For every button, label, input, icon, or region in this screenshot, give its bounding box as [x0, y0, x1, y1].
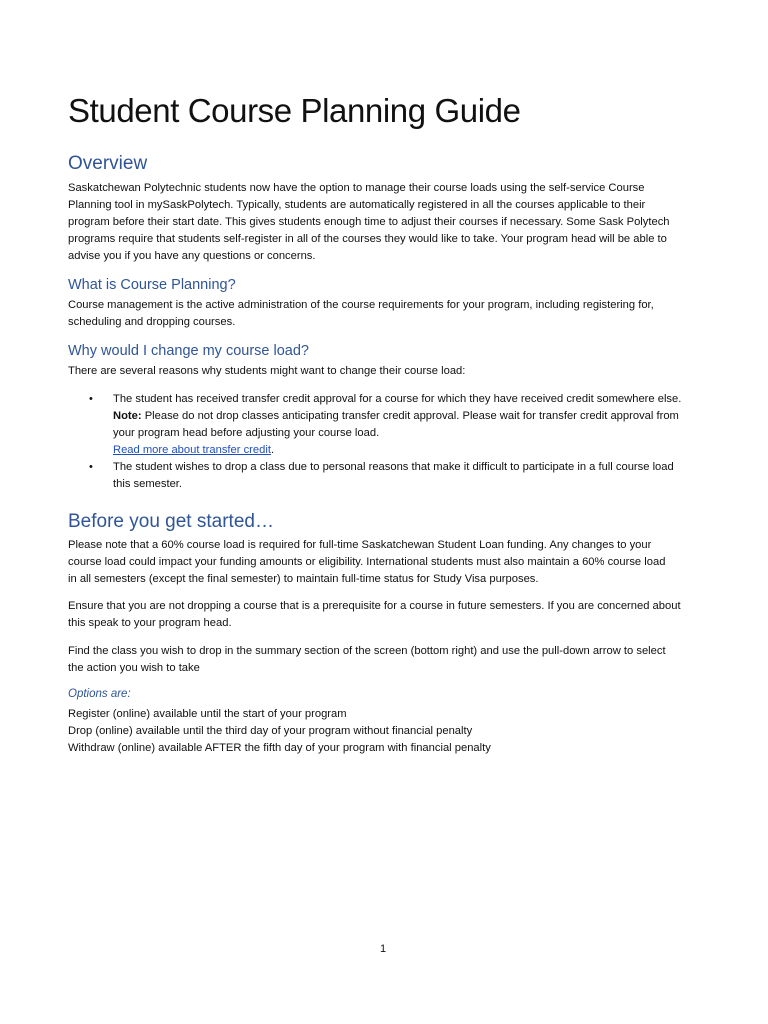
options-heading: Options are: [68, 688, 131, 700]
options-list [68, 706, 491, 757]
overview-heading: Overview [68, 153, 148, 174]
what-is-line: Course management is the active administration of the course requirements for your program, including registering for, [68, 299, 654, 311]
overview-paragraph [68, 180, 670, 265]
overview-line: Planning tool in mySaskPolytech. Typically, students are automatically registered in all the courses applicable to their [68, 199, 646, 211]
before-line: in all semesters (except the final semester) to maintain full-time status for Study Visa purposes. [68, 573, 539, 585]
overview-line: programs require that students self-register in all of the courses they would like to take. Your program head will be able to [68, 233, 667, 245]
why-intro [68, 363, 465, 380]
overview-line: Saskatchewan Polytechnic students now have the option to manage their course loads using the self-service Course [68, 182, 645, 194]
option-item: Register (online) available until the start of your program [68, 708, 347, 720]
note-text: Please do not drop classes anticipating transfer credit approval. Please wait for transfer credit approval from [141, 410, 679, 422]
before-paragraph-2 [68, 598, 681, 632]
page-number: 1 [380, 943, 387, 955]
reason-line: your program head before adjusting your course load. [113, 427, 380, 439]
reason-line: this semester. [113, 478, 183, 490]
transfer-credit-link-line [113, 442, 704, 459]
why-heading: Why would I change my course load? [68, 343, 309, 359]
before-line: Please note that a 60% course load is required for full-time Saskatchewan Student Loan funding. Any changes to your [68, 539, 652, 551]
before-line: Find the class you wish to drop in the summary section of the screen (bottom right) and use the pull-down arrow to select [68, 645, 666, 657]
what-is-paragraph [68, 297, 654, 331]
before-paragraph-1 [68, 537, 665, 588]
transfer-credit-link[interactable]: Read more about transfer credit [113, 444, 271, 456]
reason-item-personal [68, 459, 704, 493]
reasons-list [68, 391, 704, 493]
bullet-icon: • [89, 461, 93, 473]
bullet-icon: • [89, 393, 93, 405]
option-item: Drop (online) available until the third day of your program without financial penalty [68, 725, 473, 737]
why-intro-line: There are several reasons why students might want to change their course load: [68, 365, 466, 377]
before-line: Ensure that you are not dropping a course that is a prerequisite for a course in future semesters. If you are concerned about [68, 600, 681, 612]
reason-line: The student has received transfer credit approval for a course for which they have received credit somewhere else. [113, 393, 682, 405]
before-heading: Before you get started… [68, 511, 274, 532]
what-is-heading: What is Course Planning? [68, 277, 236, 293]
note-label: Note: [113, 410, 142, 422]
before-paragraph-3 [68, 643, 666, 677]
reason-item-transfer-credit [68, 391, 704, 459]
option-item: Withdraw (online) available AFTER the fifth day of your program with financial penalty [68, 742, 491, 754]
overview-line: program before their start date. This gives students enough time to adjust their courses if necessary. Some Sask Polytech [68, 216, 670, 228]
before-line: the action you wish to take [68, 662, 200, 674]
before-line: course load could impact your funding amounts or eligibility. International students must also maintain a 60% course load [68, 556, 666, 568]
document-title: Student Course Planning Guide [68, 92, 521, 129]
link-period: . [270, 444, 275, 456]
reason-line: The student wishes to drop a class due to personal reasons that make it difficult to participate in a full course load [113, 461, 674, 473]
overview-line: advise you if you have any questions or concerns. [68, 250, 316, 262]
reason-note-line [113, 408, 704, 425]
before-line: this speak to your program head. [68, 617, 232, 629]
what-is-line: scheduling and dropping courses. [68, 316, 236, 328]
